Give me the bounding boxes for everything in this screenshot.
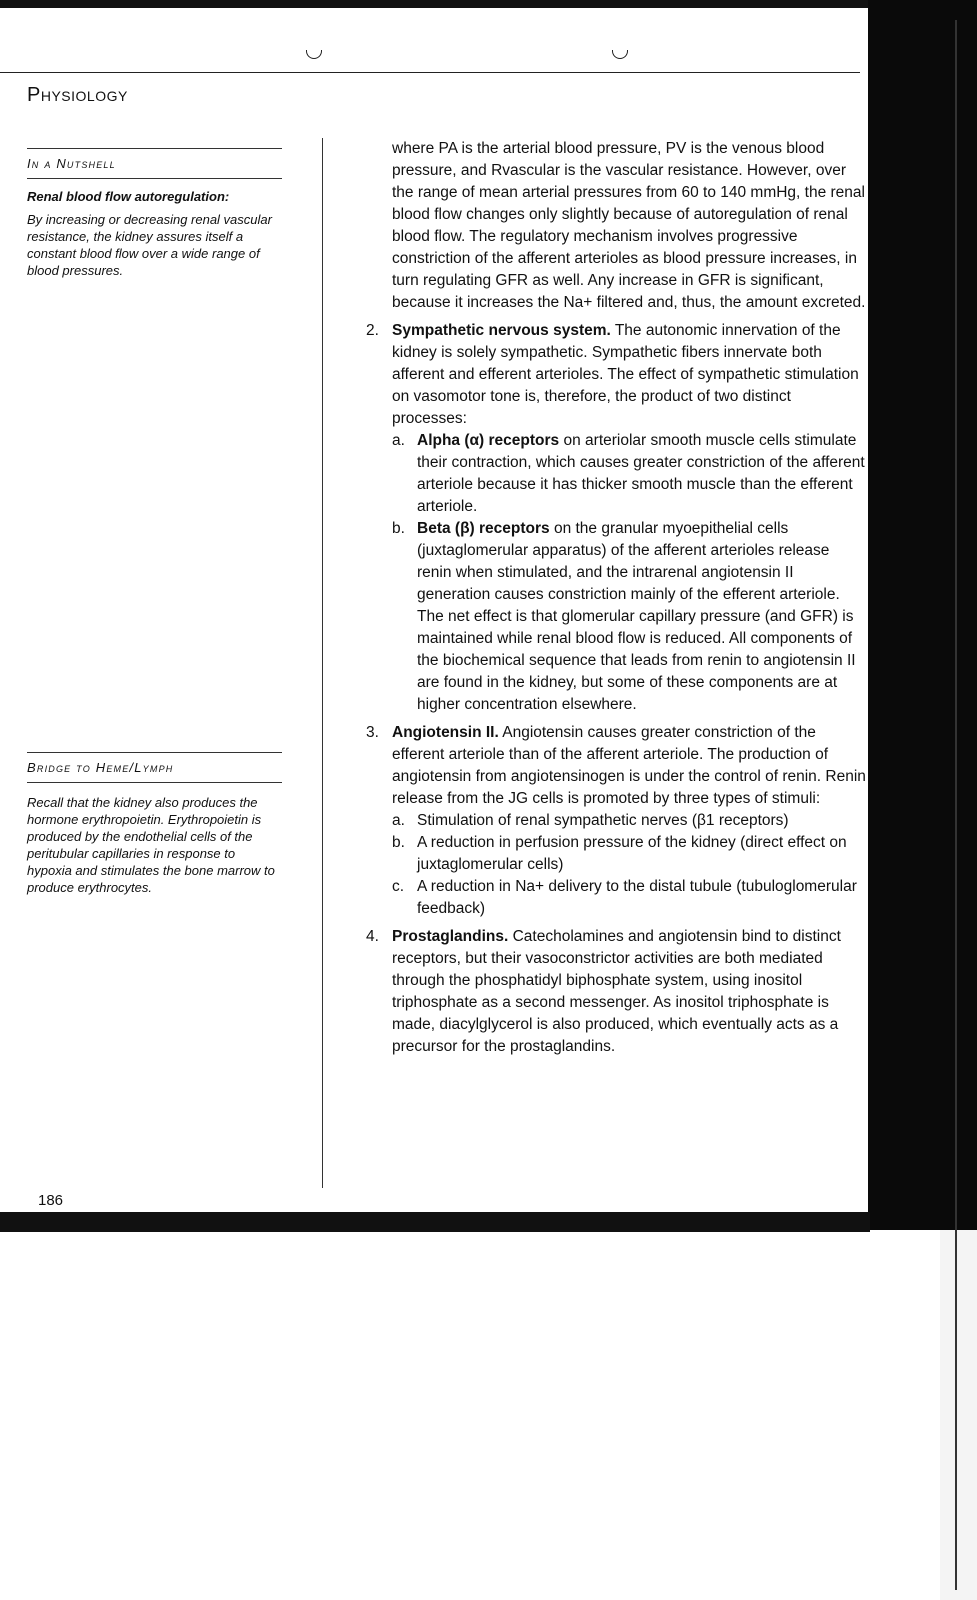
page-number: 186 — [38, 1192, 64, 1209]
nutshell-body: By increasing or decreasing renal vascular resistance, the kidney assures itself a constant blood flow over a wide range of blood pressures. — [27, 212, 272, 278]
binding-mark — [306, 50, 322, 59]
sub-label: b. — [392, 520, 405, 537]
list-item — [366, 926, 867, 1058]
sub-text: on arteriolar smooth muscle cells stimulate their contraction, which causes greater constriction of the afferent arteriole because it has thicker smooth muscle than the efferent arteriole. — [417, 432, 865, 515]
header-rule — [0, 72, 860, 73]
sub-item — [392, 518, 867, 716]
list-item — [366, 320, 867, 716]
sub-text: Stimulation of renal sympathetic nerves (β1 receptors) — [417, 812, 789, 829]
scan-bottom-edge — [0, 1212, 870, 1232]
sub-item — [392, 430, 867, 518]
item-lead: Angiotensin II. — [392, 724, 499, 741]
nutshell-heading: Renal blood flow autoregulation: — [27, 189, 230, 204]
nutshell-box — [27, 188, 282, 279]
scan-dark-edge — [868, 0, 977, 1230]
list-item — [366, 722, 867, 920]
sub-label: a. — [392, 432, 405, 449]
scan-top-edge — [0, 0, 977, 8]
sidebar-rule — [27, 178, 282, 179]
item-number: 3. — [366, 724, 379, 741]
scan-edge-line — [955, 20, 957, 1590]
item-text: Catecholamines and angiotensin bind to distinct receptors, but their vasoconstrictor activities are both mediated through the phosphatidyl biphosphate system, using inositol triphosphate as a second messenger. As inositol triphosphate is made, diacylglycerol is also produced, which eventually acts as a precursor for the prostaglandins. — [392, 928, 841, 1055]
sidebar-rule — [27, 782, 282, 783]
item-lead: Prostaglandins. — [392, 928, 509, 945]
section-title: Physiology — [27, 84, 128, 106]
item-lead: Sympathetic nervous system. — [392, 322, 611, 339]
main-text — [366, 138, 867, 1058]
sidebar-rule — [27, 752, 282, 753]
sub-label: b. — [392, 834, 405, 851]
sub-label: a. — [392, 812, 405, 829]
sidebar-rule — [27, 148, 282, 149]
sub-lead: Beta (β) receptors — [417, 520, 550, 537]
binding-mark — [612, 50, 628, 59]
sub-lead: Alpha (α) receptors — [417, 432, 560, 449]
sub-item — [392, 876, 867, 920]
sub-text: A reduction in perfusion pressure of the kidney (direct effect on juxtaglomerular cells) — [417, 834, 847, 873]
item-text: The autonomic innervation of the kidney is solely sympathetic. Sympathetic fibers innervate both afferent and efferent arterioles. The effect of sympathetic stimulation on vasomotor tone is, therefore, the product of two distinct processes: — [392, 322, 859, 427]
sub-label: c. — [392, 878, 405, 895]
item-text: Angiotensin causes greater constriction of the efferent arteriole than of the afferent arteriole. The production of angiotensin from angiotensinogen is under the control of renin. Renin release from the JG cells is promoted by three types of stimuli: — [392, 724, 866, 807]
sub-text: on the granular myoepithelial cells (juxtaglomerular apparatus) of the afferent arterioles release renin when stimulated, and the intrarenal angiotensin II generation causes constriction mainly of the efferent arteriole. The net effect is that glomerular capillary pressure (and GFR) is maintained while renal blood flow is reduced. All components of the biochemical sequence that leads from renin to angiotensin II are found in the kidney, but some of these components are at higher concentration elsewhere. — [417, 520, 856, 713]
item-number: 2. — [366, 322, 379, 339]
sub-text: A reduction in Na+ delivery to the distal tubule (tubuloglomerular feedback) — [417, 878, 857, 917]
column-divider — [322, 138, 323, 1188]
item-number: 4. — [366, 928, 379, 945]
intro-paragraph: where PA is the arterial blood pressure, PV is the venous blood pressure, and Rvascular is the vascular resistance. However, over the range of mean arterial pressures from 60 to 140 mmHg, the renal blood flow changes only slightly because of autoregulation of renal blood flow. The regulatory mechanism involves progressive constriction of the afferent arterioles as blood pressure increases, in turn regulating GFR as well. Any increase in GFR is significant, because it increases the Na+ filtered and, thus, the amount excreted. — [392, 140, 866, 311]
sub-item — [392, 810, 867, 832]
bridge-title: Bridge to Heme/Lymph — [27, 760, 174, 775]
sub-item — [392, 832, 867, 876]
nutshell-title: In a Nutshell — [27, 156, 116, 171]
bridge-body: Recall that the kidney also produces the hormone erythropoietin. Erythropoietin is produced by the endothelial cells of the peritubular capillaries in response to hypoxia and stimulates the bone marrow to produce erythrocytes. — [27, 795, 275, 895]
